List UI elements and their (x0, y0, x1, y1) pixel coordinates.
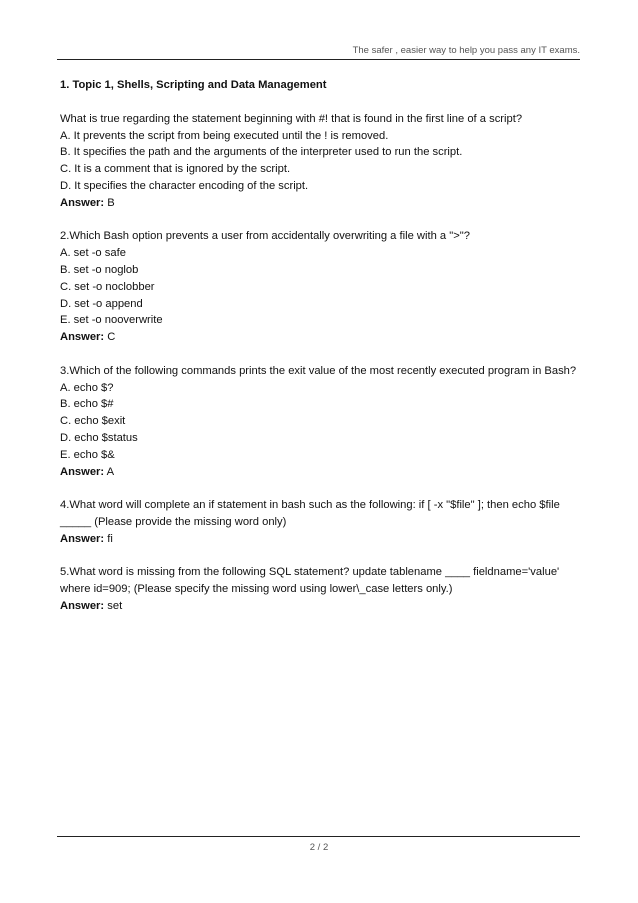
page-number: 2 / 2 (309, 842, 329, 853)
page-header-text: The safer , easier way to help you pass any IT exams. (352, 45, 580, 56)
option-item: D. It specifies the character encoding of the script. (60, 179, 309, 192)
option-item: B. set -o noglob (60, 263, 139, 276)
header-divider (57, 59, 580, 60)
option-item: B. It specifies the path and the arguments of the interpreter used to run the script. (60, 146, 463, 159)
option-item: C. echo $exit (60, 415, 126, 428)
answer-line (60, 531, 585, 548)
answer-line (60, 464, 585, 481)
option-item: E. echo $& (60, 448, 115, 461)
option-item: E. set -o nooverwrite (60, 314, 163, 327)
question-block-4 (60, 497, 585, 547)
footer-divider (57, 836, 580, 837)
document-body (60, 77, 585, 632)
answer-value: B (107, 196, 115, 209)
question-text: 2.Which Bash option prevents a user from accidentally overwriting a file with a ">"? (60, 230, 470, 243)
answer-label: Answer: (60, 532, 105, 545)
answer-line (60, 329, 585, 346)
question-block-3 (60, 363, 585, 481)
question-text: 3.Which of the following commands prints the exit value of the most recently executed program in Bash? (60, 364, 577, 377)
option-item: C. It is a comment that is ignored by the script. (60, 163, 291, 176)
question-block-5 (60, 564, 585, 614)
question-text: 4.What word will complete an if statement in bash such as the following: if [ -x "$file" ]; then echo $file _____ (Please provide the missing word only) (60, 499, 560, 528)
answer-line (60, 195, 585, 212)
answer-value: C (107, 331, 116, 344)
option-item: B. echo $# (60, 398, 114, 411)
option-item: D. echo $status (60, 431, 138, 444)
question-text: 5.What word is missing from the following SQL statement? update tablename ____ fieldname='value' where id=909; (Please specify the missing word using lower\_case letters only.) (60, 566, 560, 596)
question-text: What is true regarding the statement beginning with #! that is found in the first line of a script? (60, 112, 523, 125)
topic-title: 1. Topic 1, Shells, Scripting and Data Management (60, 79, 327, 91)
question-block-1 (60, 111, 585, 212)
answer-label: Answer: (60, 599, 105, 612)
option-item: C. set -o noclobber (60, 280, 155, 293)
question-block-2 (60, 228, 585, 346)
answer-value: A (106, 465, 115, 478)
option-item: A. echo $? (60, 381, 114, 394)
option-item: A. It prevents the script from being executed until the ! is removed. (60, 129, 389, 142)
answer-label: Answer: (60, 331, 105, 344)
option-item: D. set -o append (60, 297, 143, 310)
answer-label: Answer: (60, 465, 105, 478)
answer-value: set (107, 599, 123, 612)
answer-value: fi (107, 532, 113, 545)
answer-label: Answer: (60, 196, 105, 209)
option-item: A. set -o safe (60, 247, 126, 260)
answer-line (60, 598, 585, 615)
